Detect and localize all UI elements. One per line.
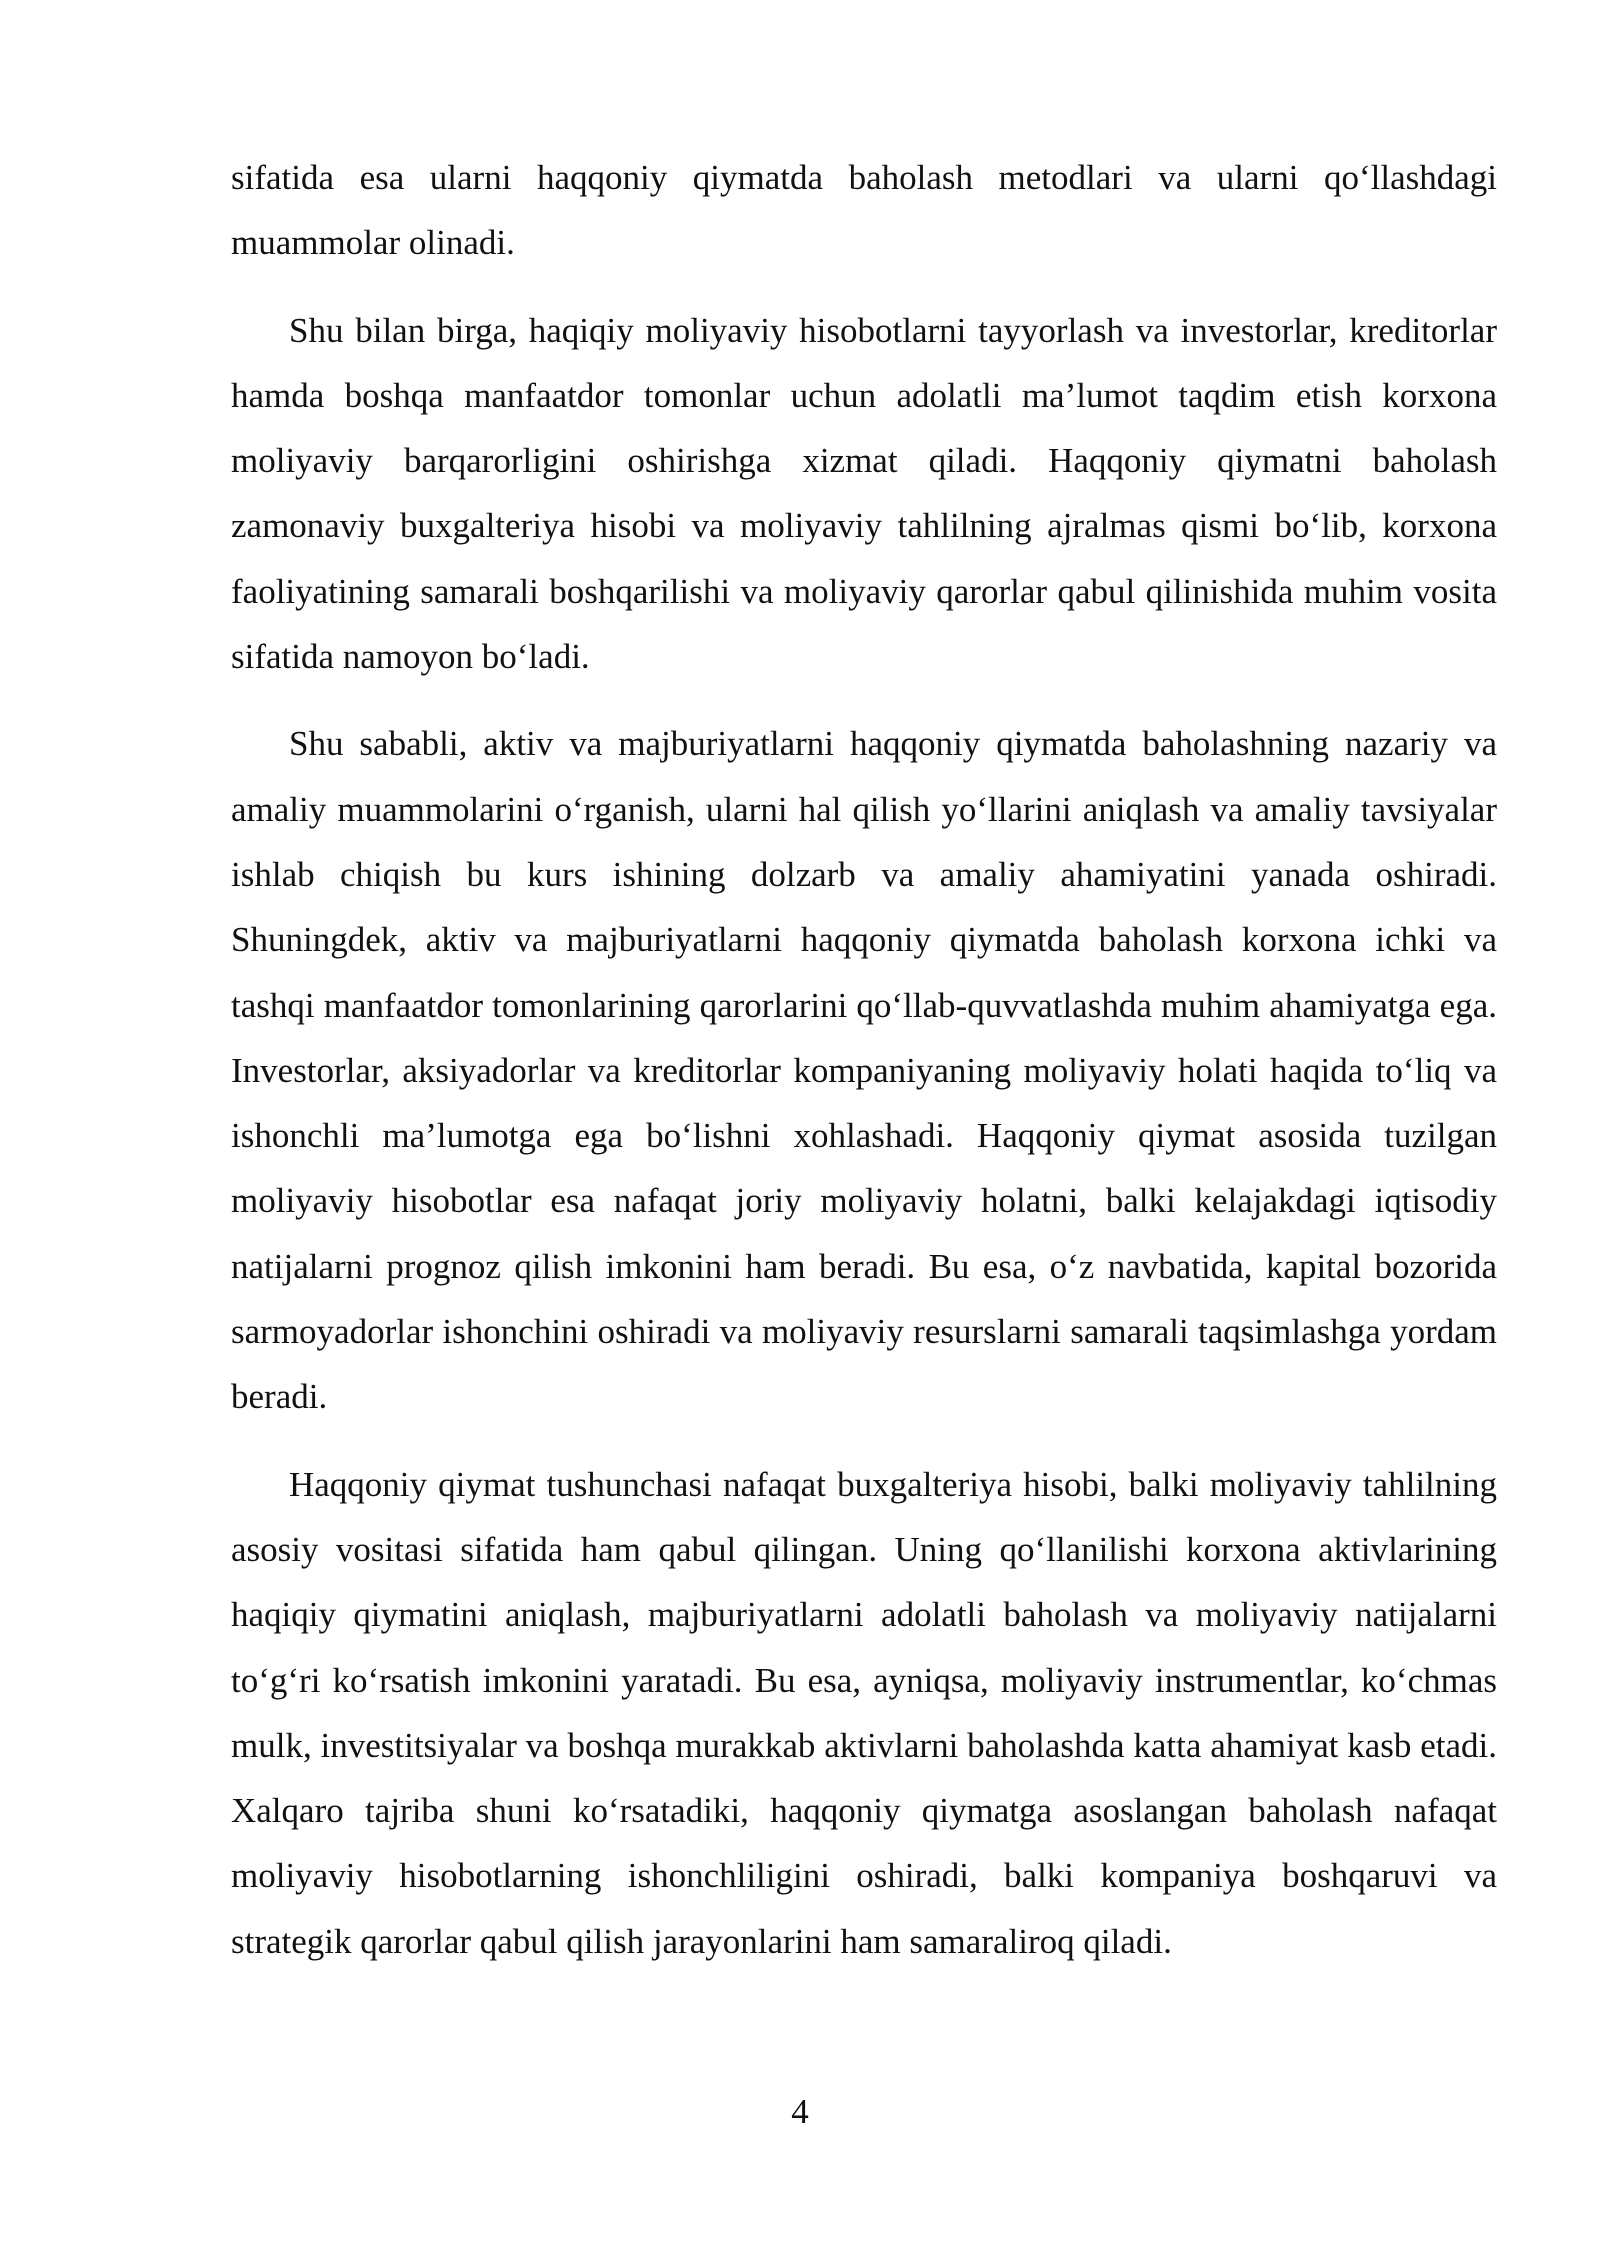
paragraph-relevance: Shu sababli, aktiv va majburiyatlarni haqqoniy qiymatda baholashning nazariy va amaliy muammolarini o‘rganish, ularni hal qilish yo‘llarini aniqlash va amaliy tavsiyalar ishlab chiqish bu kurs ishining dolzarb va amaliy ahamiyatini yanada oshiradi. Shuningdek, aktiv va majburiyatlarni haqqoniy qiymatda baholash korxona ichki va tashqi manfaatdor tomonlarining qarorlarini qo‘llab-quvvatlashda muhim ahamiyatga ega. Investorlar, aksiyadorlar va kreditorlar kompaniyaning moliyaviy holati haqida to‘liq va ishonchli ma’lumotga ega bo‘lishni xohlashadi. Haqqoniy qiymat asosida tuzilgan moliyaviy hisobotlar esa nafaqat joriy moliyaviy holatni, balki kelajakdagi iqtisodiy natijalarni prognoz qilish imkonini ham beradi. Bu esa, o‘z navbatida, kapital bozorida sarmoyadorlar ishonchini oshiradi va moliyaviy resurslarni samarali taqsimlashga yordam beradi. xyxy=(231,724,1497,1417)
paragraph-fair-value-concept: Haqqoniy qiymat tushunchasi nafaqat buxgalteriya hisobi, balki moliyaviy tahlilning asosiy vositasi sifatida ham qabul qilingan. Uning qo‘llanilishi korxona aktivlarining haqiqiy qiymatini aniqlash, majburiyatlarni adolatli baholash va moliyaviy natijalarni to‘g‘ri ko‘rsatish imkonini yaratadi. Bu esa, ayniqsa, moliyaviy instrumentlar, ko‘chmas mulk, investitsiyalar va boshqa murakkab aktivlarni baholashda katta ahamiyat kasb etadi. Xalqaro tajriba shuni ko‘rsatadiki, haqqoniy qiymatga asoslangan baholash nafaqat moliyaviy hisobotlarning ishonchliligini oshiradi, balki kompaniya boshqaruvi va strategik qarorlar qabul qilish jarayonlarini ham samaraliroq qiladi. xyxy=(231,1464,1497,1961)
paragraph-financial-reports: Shu bilan birga, haqiqiy moliyaviy hisobotlarni tayyorlash va investorlar, kreditorlar hamda boshqa manfaatdor tomonlar uchun adolatli ma’lumot taqdim etish korxona moliyaviy barqarorligini oshirishga xizmat qiladi. Haqqoniy qiymatni baholash zamonaviy buxgalteriya hisobi va moliyaviy tahlilning ajralmas qismi bo‘lib, korxona faoliyatining samarali boshqarilishi va moliyaviy qarorlar qabul qilinishida muhim vosita sifatida namoyon bo‘ladi. xyxy=(231,310,1497,677)
document-body xyxy=(231,145,1497,1996)
page-number: 4 xyxy=(791,2092,809,2131)
paragraph-continuation: sifatida esa ularni haqqoniy qiymatda baholash metodlari va ularni qo‘llashdagi muammolar olinadi. xyxy=(231,158,1497,263)
